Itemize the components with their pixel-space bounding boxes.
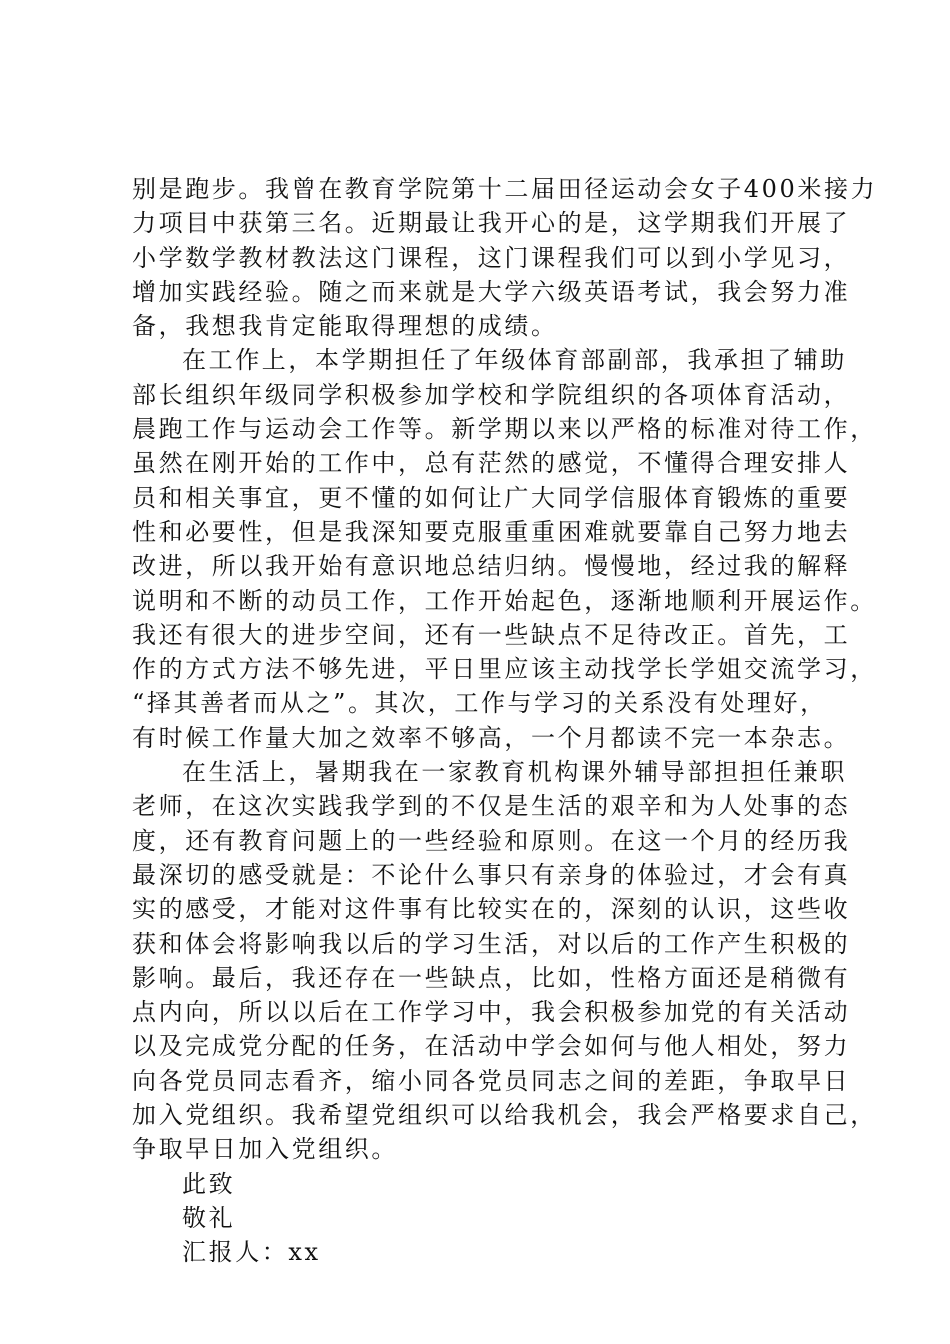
text-line: “择其善者而从之”。其次，工作与学习的关系没有处理好， xyxy=(132,689,827,718)
text-line: 虽然在刚开始的工作中，总有茫然的感觉，不懂得合理安排人 xyxy=(132,449,851,478)
text-line: 说明和不断的动员工作，工作开始起色，逐渐地顺利开展运作。 xyxy=(132,586,877,615)
text-line: 别是跑步。我曾在教育学院第十二届田径运动会女子400米接力 xyxy=(132,175,878,203)
text-line: 向各党员同志看齐，缩小同各党员同志之间的差距，争取早日 xyxy=(132,1066,851,1095)
text-line: 员和相关事宜，更不懂的如何让广大同学信服体育锻炼的重要 xyxy=(132,483,851,512)
text-line: 点内向，所以以后在工作学习中，我会积极参加党的有关活动 xyxy=(132,998,851,1027)
text-line: 争取早日加入党组织。 xyxy=(132,1135,398,1164)
text-line: 增加实践经验。随之而来就是大学六级英语考试，我会努力准 xyxy=(132,277,851,306)
text-line: 在工作上，本学期担任了年级体育部副部，我承担了辅助 xyxy=(182,346,847,375)
text-line: 获和体会将影响我以后的学习生活，对以后的工作产生积极的 xyxy=(132,929,851,958)
text-line: 实的感受，才能对这件事有比较实在的，深刻的认识，这些收 xyxy=(132,895,851,924)
text-line: 力项目中获第三名。近期最让我开心的是，这学期我们开展了 xyxy=(132,209,851,238)
letter-body xyxy=(132,172,878,1270)
text-line: 小学数学教材教法这门课程，这门课程我们可以到小学见习， xyxy=(132,243,851,272)
text-line: 我还有很大的进步空间，还有一些缺点不足待改正。首先，工 xyxy=(132,620,851,649)
text-line: 此致 xyxy=(182,1169,236,1198)
text-line: 备，我想我肯定能取得理想的成绩。 xyxy=(132,312,558,341)
text-line: 晨跑工作与运动会工作等。新学期以来以严格的标准对待工作， xyxy=(132,415,877,444)
text-line: 影响。最后，我还存在一些缺点，比如，性格方面还是稍微有 xyxy=(132,963,851,992)
text-line: 敬礼 xyxy=(182,1203,236,1232)
text-line: 度，还有教育问题上的一些经验和原则。在这一个月的经历我 xyxy=(132,826,851,855)
text-line: 改进，所以我开始有意识地总结归纳。慢慢地，经过我的解释 xyxy=(132,552,851,581)
text-line: 有时候工作量大加之效率不够高，一个月都读不完一本杂志。 xyxy=(132,723,851,752)
text-line: 部长组织年级同学积极参加学校和学院组织的各项体育活动， xyxy=(132,380,851,409)
text-line: 老师，在这次实践我学到的不仅是生活的艰辛和为人处事的态 xyxy=(132,792,851,821)
text-line: 作的方式方法不够先进，平日里应该主动找学长学姐交流学习， xyxy=(132,655,877,684)
text-line: 加入党组织。我希望党组织可以给我机会，我会严格要求自己， xyxy=(132,1101,877,1130)
text-line: 汇报人：xx xyxy=(182,1238,321,1267)
text-line: 在生活上，暑期我在一家教育机构课外辅导部担担任兼职 xyxy=(182,758,847,787)
text-line: 性和必要性，但是我深知要克服重重困难就要靠自己努力地去 xyxy=(132,517,851,546)
text-line: 以及完成党分配的任务，在活动中学会如何与他人相处，努力 xyxy=(132,1032,851,1061)
text-line: 最深切的感受就是：不论什么事只有亲身的体验过，才会有真 xyxy=(132,860,851,889)
